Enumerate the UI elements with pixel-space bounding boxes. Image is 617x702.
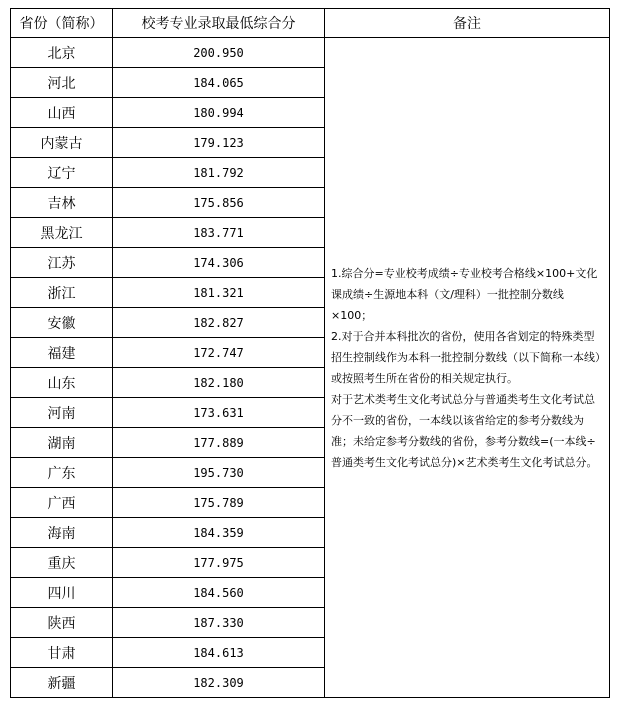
score-cell: 195.730	[113, 458, 325, 488]
header-province: 省份（简称）	[11, 9, 113, 38]
header-score: 校考专业录取最低综合分	[113, 9, 325, 38]
score-cell: 182.309	[113, 668, 325, 698]
admission-score-table	[10, 8, 610, 698]
remark-paragraph: 对于艺术类考生文化考试总分与普通类考生文化考试总分不一致的省份，一本线以该省给定的参考分数线为准；未给定参考分数线的省份，参考分数线=(一本线÷普通类考生文化考试总分)×艺术类考生文化考试总分。	[331, 392, 598, 469]
province-cell: 江苏	[11, 248, 113, 278]
province-cell: 山西	[11, 98, 113, 128]
score-cell: 182.180	[113, 368, 325, 398]
province-cell: 福建	[11, 338, 113, 368]
province-cell: 吉林	[11, 188, 113, 218]
score-cell: 184.613	[113, 638, 325, 668]
province-cell: 海南	[11, 518, 113, 548]
province-cell: 广东	[11, 458, 113, 488]
score-cell: 181.792	[113, 158, 325, 188]
score-cell: 187.330	[113, 608, 325, 638]
score-cell: 184.359	[113, 518, 325, 548]
score-cell: 200.950	[113, 38, 325, 68]
score-cell: 172.747	[113, 338, 325, 368]
score-cell: 181.321	[113, 278, 325, 308]
province-cell: 山东	[11, 368, 113, 398]
province-cell: 新疆	[11, 668, 113, 698]
province-cell: 内蒙古	[11, 128, 113, 158]
score-cell: 180.994	[113, 98, 325, 128]
province-cell: 河南	[11, 398, 113, 428]
province-cell: 广西	[11, 488, 113, 518]
province-cell: 黑龙江	[11, 218, 113, 248]
province-cell: 重庆	[11, 548, 113, 578]
province-cell: 北京	[11, 38, 113, 68]
remark-paragraph: 2.对于合并本科批次的省份，使用各省划定的特殊类型招生控制线作为本科一批控制分数线（以下简称一本线）或按照考生所在省份的相关规定执行。	[331, 329, 601, 385]
score-cell: 179.123	[113, 128, 325, 158]
score-cell: 177.975	[113, 548, 325, 578]
province-cell: 四川	[11, 578, 113, 608]
province-cell: 辽宁	[11, 158, 113, 188]
score-cell: 183.771	[113, 218, 325, 248]
province-cell: 浙江	[11, 278, 113, 308]
score-cell: 175.789	[113, 488, 325, 518]
header-remarks: 备注	[325, 9, 610, 38]
score-cell: 184.560	[113, 578, 325, 608]
score-cell: 174.306	[113, 248, 325, 278]
header-row	[11, 9, 610, 38]
score-cell: 184.065	[113, 68, 325, 98]
province-cell: 陕西	[11, 608, 113, 638]
table-row	[11, 38, 610, 68]
province-cell: 安徽	[11, 308, 113, 338]
province-cell: 河北	[11, 68, 113, 98]
table-body	[11, 38, 610, 698]
score-cell: 177.889	[113, 428, 325, 458]
province-cell: 湖南	[11, 428, 113, 458]
score-cell: 173.631	[113, 398, 325, 428]
remark-paragraph: 1.综合分=专业校考成绩÷专业校考合格线×100+文化课成绩÷生源地本科（文/理科）一批控制分数线×100；	[331, 266, 598, 322]
score-cell: 175.856	[113, 188, 325, 218]
remarks-cell	[325, 38, 610, 698]
score-cell: 182.827	[113, 308, 325, 338]
province-cell: 甘肃	[11, 638, 113, 668]
